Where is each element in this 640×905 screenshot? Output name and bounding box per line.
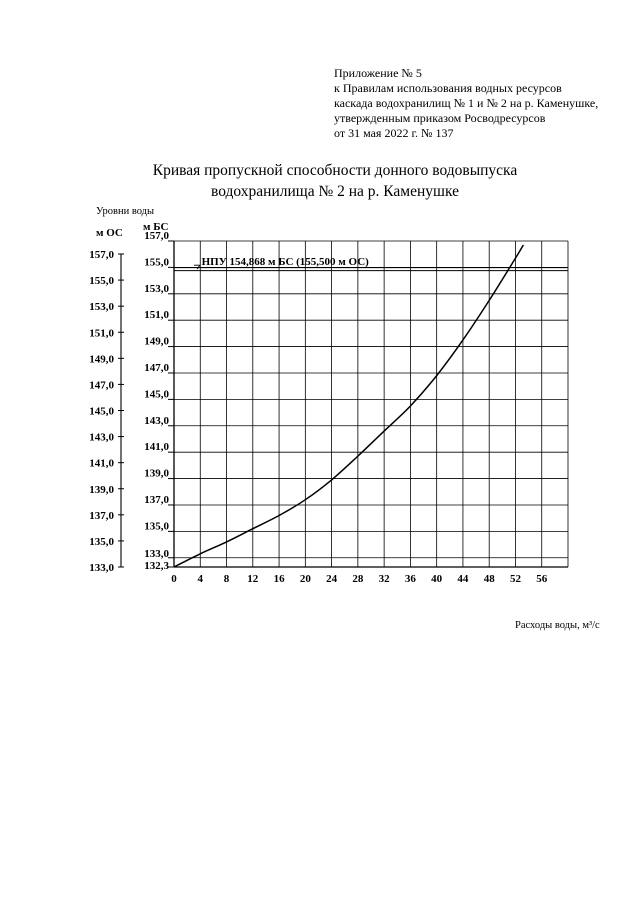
x-tick-label: 36 <box>404 573 416 585</box>
grid <box>174 241 568 567</box>
x-tick-label: 16 <box>273 573 285 585</box>
chart-title-line: водохранилища № 2 на р. Каменушке <box>211 183 459 200</box>
y-tick-label-bs: 155,0 <box>144 256 169 269</box>
y-tick-label-os: 151,0 <box>89 327 114 340</box>
y-tick-label-bs: 141,0 <box>144 441 169 454</box>
y-tick-label-os: 143,0 <box>89 431 114 444</box>
header-line: утвержденным приказом Росводресурсов <box>334 111 546 125</box>
y-tick-label-os: 147,0 <box>89 379 114 392</box>
y-axis-unit-os: м ОС <box>96 227 123 239</box>
x-tick-label: 24 <box>326 573 338 585</box>
y-tick-label-bs: 145,0 <box>144 388 169 401</box>
x-tick-label: 20 <box>299 573 311 585</box>
header-line: Приложение № 5 <box>334 66 422 80</box>
y-tick-label-bs: 132,3 <box>144 560 169 572</box>
y-tick-label-os: 155,0 <box>89 275 114 288</box>
y-tick-label-bs: 137,0 <box>144 493 169 506</box>
axes <box>121 241 568 567</box>
y-axis-title: Уровни воды <box>96 206 155 217</box>
y-tick-label-os: 137,0 <box>89 509 114 522</box>
x-axis-title: Расходы воды, м³/с <box>515 620 600 631</box>
x-tick-label: 0 <box>171 573 177 585</box>
x-tick-label: 8 <box>223 573 230 585</box>
x-tick-label: 48 <box>483 573 495 585</box>
x-tick-label: 4 <box>197 573 204 585</box>
y-tick-label-os: 157,0 <box>89 249 114 261</box>
y-tick-label-bs: 135,0 <box>144 520 169 533</box>
y-tick-label-os: 133,0 <box>89 562 114 574</box>
y-tick-label-bs: 147,0 <box>144 361 169 374</box>
y-tick-label-os: 149,0 <box>89 353 114 366</box>
y-tick-label-os: 141,0 <box>89 457 114 470</box>
y-tick-label-bs: 139,0 <box>144 467 169 480</box>
y-tick-label-os: 135,0 <box>89 535 114 548</box>
y-tick-label-bs: 157,0 <box>144 230 169 242</box>
y-tick-label-bs: 133,0 <box>144 547 169 560</box>
y-tick-label-bs: 143,0 <box>144 414 169 427</box>
y-tick-label-bs: 151,0 <box>144 309 169 322</box>
x-tick-label: 44 <box>457 573 469 585</box>
x-tick-label: 28 <box>352 573 364 585</box>
npu-label: НПУ 154,868 м БС (155,500 м ОС) <box>201 256 369 269</box>
header-line: каскада водохранилищ № 1 и № 2 на р. Каменушке, <box>334 96 599 110</box>
y-axis-unit-bs: м БС <box>143 221 169 233</box>
y-tick-label-os: 145,0 <box>89 405 114 418</box>
header-line: к Правилам использования водных ресурсов <box>334 81 562 95</box>
y-tick-label-bs: 153,0 <box>144 282 169 295</box>
y-tick-label-bs: 149,0 <box>144 335 169 348</box>
x-tick-label: 32 <box>378 573 390 585</box>
y-tick-label-os: 139,0 <box>89 483 114 496</box>
y-tick-label-os: 153,0 <box>89 301 114 314</box>
x-tick-label: 40 <box>431 573 443 585</box>
x-tick-label: 12 <box>247 573 259 585</box>
chart-title-line: Кривая пропускной способности донного водовыпуска <box>152 162 518 179</box>
x-tick-label: 52 <box>509 573 521 585</box>
x-tick-label: 56 <box>536 573 548 585</box>
header-line: от 31 мая 2022 г. № 137 <box>334 126 454 140</box>
